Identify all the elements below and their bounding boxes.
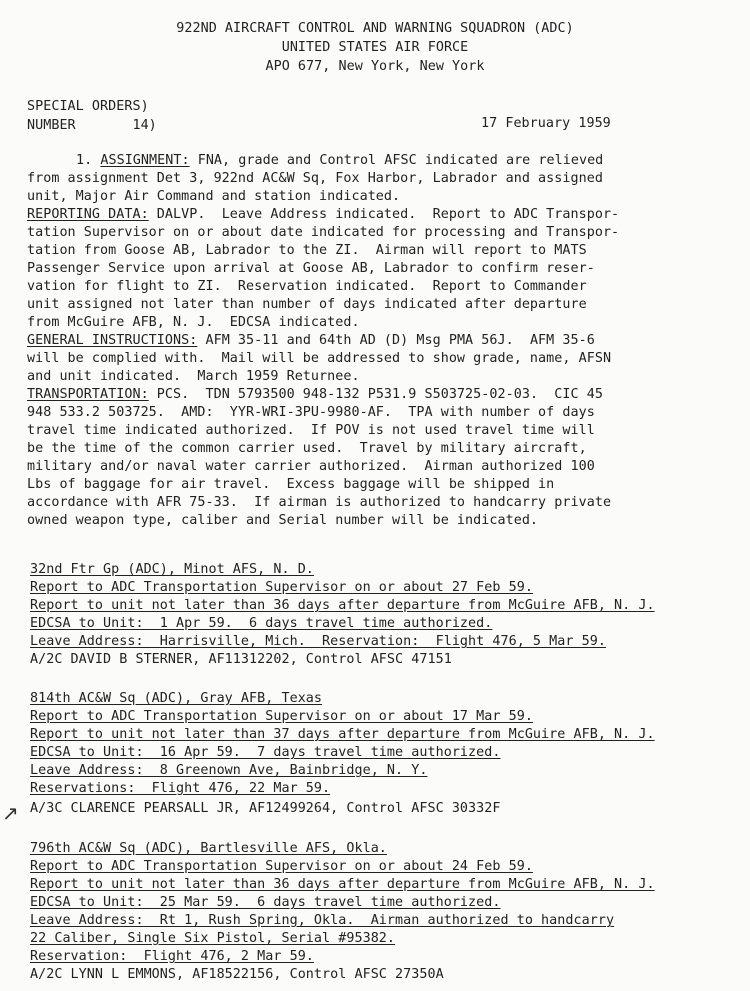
entry-edcsa: EDCSA to Unit: 25 Mar 59. 6 days travel time authorized.: [30, 895, 501, 910]
para-line-21: owned weapon type, caliber and Serial number will be indicated.: [27, 513, 539, 528]
header-address: APO 677, New York, New York: [265, 59, 485, 74]
para-line-4: [27, 206, 619, 223]
para-line-2: from assignment Det 3, 922nd AC&W Sq, Fox Harbor, Labrador and assigned: [27, 171, 603, 186]
entry-report: Report to ADC Transportation Supervisor on or about 17 Mar 59.: [30, 709, 533, 724]
entry-leave: Leave Address: 8 Greenown Ave, Bainbridge, N. Y.: [30, 763, 428, 778]
entry-airman: A/3C CLARENCE PEARSALL JR, AF12499264, Control AFSC 30332F: [30, 801, 501, 816]
assignment-heading: ASSIGNMENT:: [100, 153, 190, 168]
para-text: DALVP. Leave Address indicated. Report to ADC Transpor-: [148, 207, 620, 222]
entry-days: Report to unit not later than 37 days after departure from McGuire AFB, N. J.: [30, 727, 655, 742]
para-line-11: [27, 332, 595, 349]
header-service: UNITED STATES AIR FORCE: [281, 40, 469, 55]
entry-unit: 814th AC&W Sq (ADC), Gray AFB, Texas: [30, 691, 323, 706]
entry-unit: 796th AC&W Sq (ADC), Bartlesville AFS, Okla.: [30, 841, 387, 856]
para-text: AFM 35-11 and 64th AD (D) Msg PMA 56J. AFM 35-6: [197, 333, 595, 348]
para-line-16: travel time indicated authorized. If POV is not used travel time will: [27, 423, 595, 438]
entry-report: Report to ADC Transportation Supervisor on or about 27 Feb 59.: [30, 580, 533, 595]
para-line-8: vation for flight to ZI. Reservation indicated. Report to Commander: [27, 279, 587, 294]
special-orders-label: SPECIAL ORDERS): [27, 99, 149, 114]
entry-reservation: Reservation: Flight 476, 2 Mar 59.: [30, 949, 314, 964]
para-line-15: 948 533.2 503725. AMD: YYR-WRI-3PU-9980-AF. TPA with number of days: [27, 405, 595, 420]
para-line-1: [76, 152, 603, 169]
handwritten-arrow-mark: ↗: [2, 801, 19, 825]
entry-days: Report to unit not later than 36 days after departure from McGuire AFB, N. J.: [30, 877, 655, 892]
para-line-17: be the time of the common carrier used. Travel by military aircraft,: [27, 441, 587, 456]
entry-edcsa: EDCSA to Unit: 16 Apr 59. 7 days travel time authorized.: [30, 745, 501, 760]
general-instructions-heading: GENERAL INSTRUCTIONS:: [27, 333, 198, 348]
para-text: PCS. TDN 5793500 948-132 P531.9 S503725-02-03. CIC 45: [148, 387, 603, 402]
entry-caliber: 22 Caliber, Single Six Pistol, Serial #95382.: [30, 931, 396, 946]
para-line-3: unit, Major Air Command and station indicated.: [27, 189, 401, 204]
order-date: 17 February 1959: [481, 116, 611, 131]
para-line-18: military and/or naval water carrier authorized. Airman authorized 100: [27, 459, 595, 474]
entry-days: Report to unit not later than 36 days after departure from McGuire AFB, N. J.: [30, 598, 655, 613]
entry-leave: Leave Address: Harrisville, Mich. Reservation: Flight 476, 5 Mar 59.: [30, 634, 606, 649]
para-number: 1.: [76, 153, 93, 168]
para-line-14: [27, 386, 603, 403]
para-line-9: unit assigned not later than number of days indicated after departure: [27, 297, 587, 312]
para-line-19: Lbs of baggage for air travel. Excess baggage will be shipped in: [27, 477, 555, 492]
para-line-6: tation from Goose AB, Labrador to the ZI. Airman will report to MATS: [27, 243, 587, 258]
para-line-10: from McGuire AFB, N. J. EDCSA indicated.: [27, 315, 360, 330]
entry-unit: 32nd Ftr Gp (ADC), Minot AFS, N. D.: [30, 562, 314, 577]
para-line-20: accordance with AFR 75-33. If airman is authorized to handcarry private: [27, 495, 612, 510]
para-line-13: and unit indicated. March 1959 Returnee.: [27, 369, 360, 384]
header-squadron: 922ND AIRCRAFT CONTROL AND WARNING SQUADRON (ADC): [176, 21, 574, 36]
entry-leave: Leave Address: Rt 1, Rush Spring, Okla. Airman authorized to handcarry: [30, 913, 615, 928]
para-line-12: will be complied with. Mail will be addressed to show grade, name, AFSN: [27, 351, 612, 366]
para-line-7: Passenger Service upon arrival at Goose AB, Labrador to confirm reser-: [27, 261, 595, 276]
reporting-data-heading: REPORTING DATA:: [27, 207, 149, 222]
entry-airman: A/2C LYNN L EMMONS, AF18522156, Control AFSC 27350A: [30, 967, 444, 982]
entry-edcsa: EDCSA to Unit: 1 Apr 59. 6 days travel time authorized.: [30, 616, 493, 631]
para-text: FNA, grade and Control AFSC indicated are relieved: [189, 153, 604, 168]
para-line-5: tation Supervisor on or about date indicated for processing and Transpor-: [27, 225, 620, 240]
entry-airman: A/2C DAVID B STERNER, AF11312202, Control AFSC 47151: [30, 652, 452, 667]
transportation-heading: TRANSPORTATION:: [27, 387, 149, 402]
order-number: NUMBER 14): [27, 118, 157, 133]
entry-report: Report to ADC Transportation Supervisor on or about 24 Feb 59.: [30, 859, 533, 874]
entry-reservation: Reservations: Flight 476, 22 Mar 59.: [30, 781, 331, 796]
